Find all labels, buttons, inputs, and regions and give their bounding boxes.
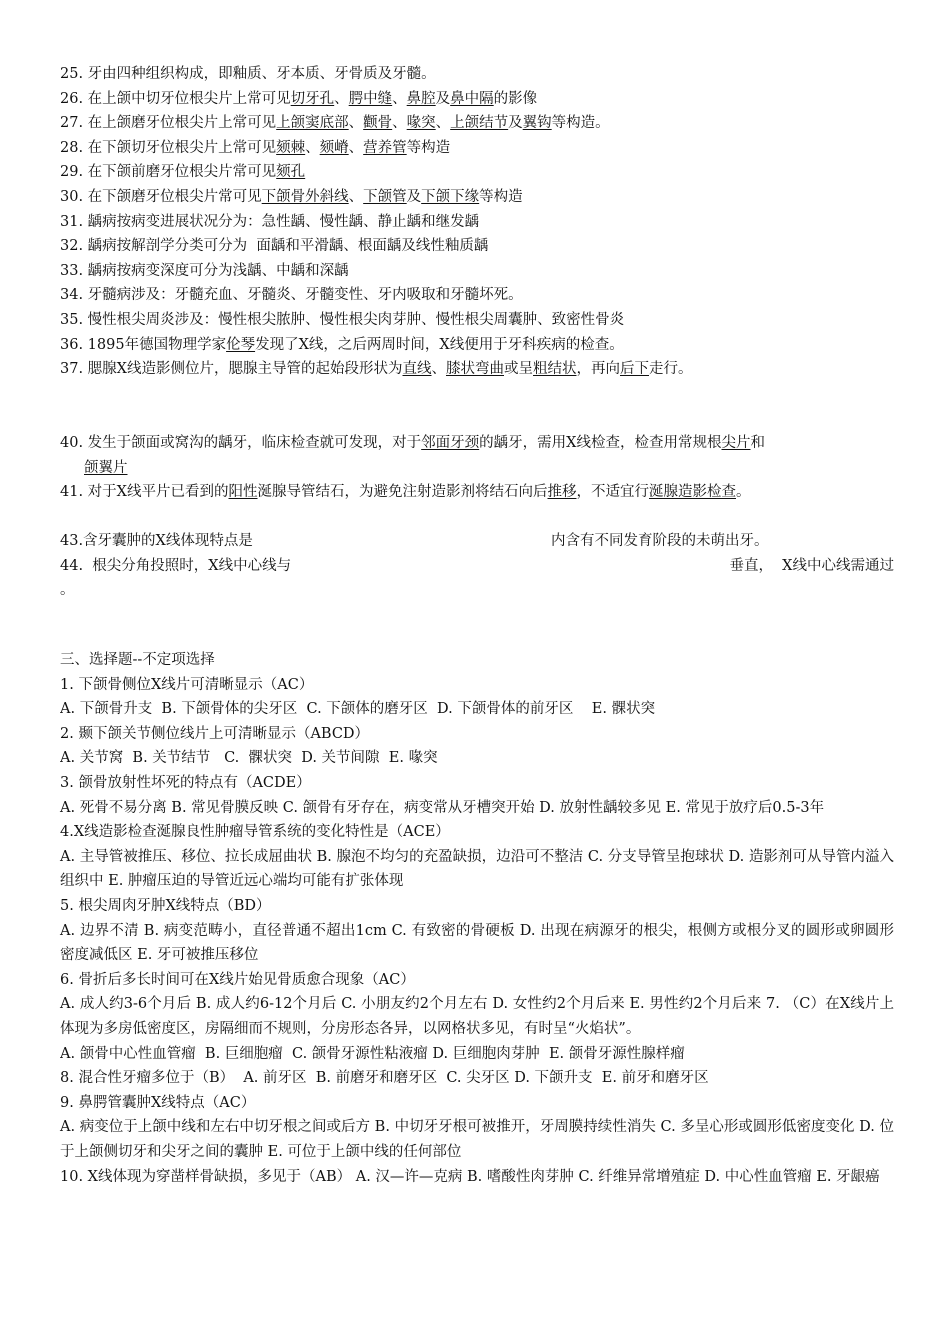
- question-8: 8. 混合性牙瘤多位于（B） A. 前牙区 B. 前磨牙和磨牙区 C. 尖牙区 D. 下颌升支 E. 前牙和磨牙区: [60, 1070, 709, 1087]
- fill-item-43: 43.含牙囊肿的X线体现特点是 内含有不同发育阶段的未萌出牙。: [60, 533, 769, 550]
- fill-item-30: 30. 在下颌磨牙位根尖片常可见下颌骨外斜线、下颌管及下颌下缘等构造: [60, 188, 523, 205]
- fill-item-37: 37. 腮腺X线造影侧位片，腮腺主导管的起始段形状为直线、膝状弯曲或呈粗结状，再向后下走行。: [60, 361, 693, 378]
- fill-item-42: [60, 505, 894, 530]
- fill-item-34: 34. 牙髓病涉及：牙髓充血、牙髓炎、牙髓变性、牙内吸取和牙髓坏死。: [60, 287, 523, 304]
- fill-item-40: 40. 发生于颌面或窝沟的龋牙，临床检查就可发现，对于邻面牙颈的龋牙，需用X线检查，检查用常规根尖片和: [60, 434, 765, 451]
- question-1-options: A. 下颌骨升支 B. 下颌骨体的尖牙区 C. 下颌体的磨牙区 D. 下颌骨体的前牙区 E. 髁状突: [60, 701, 656, 718]
- fill-item-38: [60, 382, 894, 407]
- question-9: 9. 鼻腭管囊肿X线特点（AC）: [60, 1094, 256, 1111]
- question-2-options: A. 关节窝 B. 关节结节 C. 髁状突 D. 关节间隙 E. 喙突: [60, 750, 438, 767]
- question-4: 4.X线造影检查涎腺良性肿瘤导管系统的变化特性是（ACE）: [60, 824, 450, 841]
- question-6: 6. 骨折后多长时间可在X线片始见骨质愈合现象（AC）: [60, 971, 415, 988]
- question-9-options: A. 病变位于上颌中线和左右中切牙根之间或后方 B. 中切牙牙根可被推开，牙周膜持续性消失 C. 多呈心形或圆形低密度变化 D. 位于上颌侧切牙和尖牙之间的囊肿 E. 可位于上颌中线的任何部位: [60, 1119, 894, 1160]
- question-5: 5. 根尖周肉牙肿X线特点（BD）: [60, 898, 271, 914]
- question-1: 1. 下颌骨侧位X线片可清晰显示（AC）: [60, 676, 314, 693]
- question-5-options: A. 边界不清 B. 病变范畴小，直径普通不超出1cm C. 有致密的骨硬板 D. 出现在病源牙的根尖，根侧方或根分叉的圆形或卵圆形密度减低区 E. 牙可被推压移位: [60, 922, 894, 964]
- fill-item-40-continued: 颌翼片: [84, 459, 128, 476]
- question-2: 2. 颞下颌关节侧位线片上可清晰显示（ABCD）: [60, 725, 370, 742]
- fill-item-26: 26. 在上颌中切牙位根尖片上常可见切牙孔、腭中缝、鼻腔及鼻中隔的影像: [60, 90, 538, 107]
- fill-item-31: 31. 龋病按病变进展状况分为：急性龋、慢性龋、静止龋和继发龋: [60, 213, 480, 230]
- fill-item-35: 35. 慢性根尖周炎涉及：慢性根尖脓肿、慢性根尖肉芽肿、慢性根尖周囊肿、致密性骨炎: [60, 311, 625, 328]
- section-heading: 三、选择题--不定项选择: [60, 652, 215, 669]
- question-4-options: A. 主导管被推压、移位、拉长成屈曲状 B. 腺泡不均匀的充盈缺损，边沿可不整洁 C. 分支导管呈抱球状 D. 造影剂可从导管内溢入组织中 E. 肿瘤压迫的导管近远心端均可能有扩张体现: [60, 848, 894, 890]
- fill-item-41: 41. 对于X线平片已看到的阳性涎腺导管结石，为避免注射造影剂将结石向后推移，不适宜行涎腺造影检查。: [60, 484, 751, 501]
- fill-item-29: 29. 在下颌前磨牙位根尖片常可见颏孔: [60, 164, 306, 181]
- fill-item-32: 32. 龋病按解剖学分类可分为 面龋和平滑龋、根面龋及线性釉质龋: [60, 238, 489, 255]
- document-page: [60, 62, 894, 1189]
- fill-item-33: 33. 龋病按病变深度可分为浅龋、中龋和深龋: [60, 262, 349, 279]
- fill-item-44: 44. 根尖分角投照时，X线中心线与 垂直， X线中心线需通过: [60, 557, 894, 574]
- question-3: 3. 颌骨放射性坏死的特点有（ACDE）: [60, 775, 311, 792]
- fill-item-39: [60, 406, 894, 431]
- question-6-options-and-question-7: A. 成人约3-6个月后 B. 成人约6-12个月后 C. 小朋友约2个月左右 D. 女性约2个月后来 E. 男性约2个月后来 7. （C）在X线片上体现为多房低密度区，房隔细而不规则，分房形态各异，以网格状多见，有时呈“火焰状”。: [60, 996, 894, 1037]
- question-3-options: A. 死骨不易分离 B. 常见骨膜反映 C. 颌骨有牙存在，病变常从牙槽突开始 D. 放射性龋较多见 E. 常见于放疗后0.5-3年: [60, 799, 825, 816]
- question-7-options: A. 颌骨中心性血管瘤 B. 巨细胞瘤 C. 颌骨牙源性粘液瘤 D. 巨细胞肉芽肿 E. 颌骨牙源性腺样瘤: [60, 1045, 685, 1062]
- fill-item-44-continued: 。: [60, 582, 75, 599]
- section-gap: [60, 603, 894, 648]
- question-10: 10. X线体现为穿凿样骨缺损，多见于（AB） A. 汉—许—克病 B. 嗜酸性肉芽肿 C. 纤维异常增殖症 D. 中心性血管瘤 E. 牙龈癌: [60, 1168, 880, 1185]
- fill-item-36: 36. 1895年德国物理学家伦琴发现了X线，之后两周时间，X线便用于牙科疾病的检查。: [60, 336, 624, 353]
- fill-item-25: 25. 牙由四种组织构成，即釉质、牙本质、牙骨质及牙髓。: [60, 66, 436, 82]
- fill-item-27: 27. 在上颌磨牙位根尖片上常可见上颌窦底部、颧骨、喙突、上颌结节及翼钩等构造。: [60, 115, 610, 132]
- fill-item-28: 28. 在下颌切牙位根尖片上常可见颏棘、颏嵴、营养管等构造: [60, 139, 451, 156]
